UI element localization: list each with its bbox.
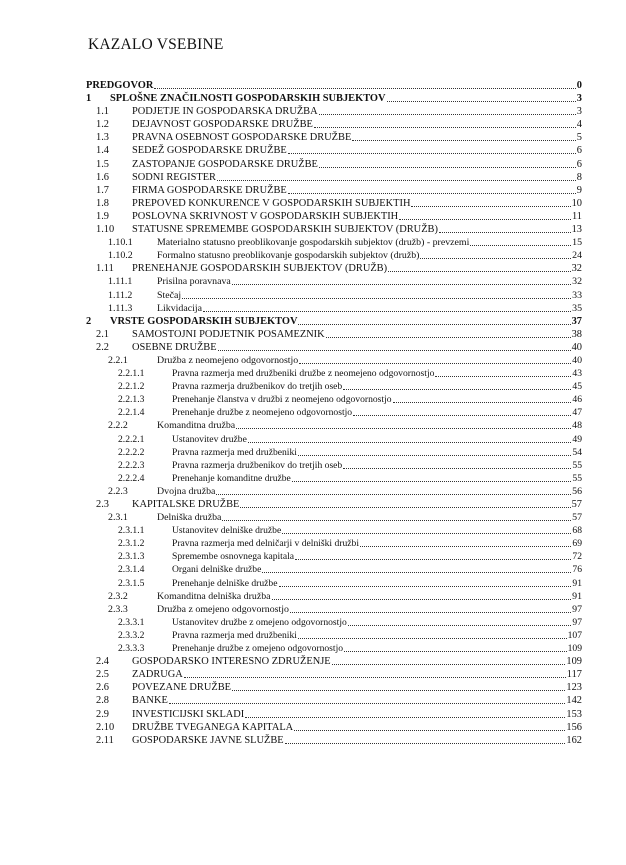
toc-entry-page: 57 [572,512,582,524]
toc-entry-page: 162 [566,734,582,746]
toc-entry[interactable] [86,459,582,472]
toc-entry-page: 107 [567,629,582,641]
toc-entry-title: BANKE [132,695,168,707]
toc-entry-number: 1.10.1 [108,237,133,249]
toc-entry[interactable] [86,105,582,118]
toc-entry-number: 2.8 [96,695,109,707]
toc-entry[interactable] [86,472,582,485]
toc-entry-page: 6 [576,145,582,157]
toc-entry-title: Ustanovitev družbe z omejeno odgovornostjo [172,616,347,628]
toc-entry-page: 56 [572,485,582,497]
toc-entry-page: 4 [576,119,582,131]
toc-dot-leader [360,546,571,547]
toc-entry-page: 10 [571,197,582,209]
toc-entry-number: 2.3.1.1 [118,525,145,537]
toc-entry[interactable] [86,131,582,144]
toc-entry-number: 2.2.2.4 [118,472,145,484]
toc-entry[interactable] [86,694,582,707]
toc-dot-leader [245,717,565,718]
toc-entry-page: 0 [576,80,582,91]
toc-entry-title: Ustanovitev delniške družbe [172,525,282,537]
toc-entry-number: 2.9 [96,708,109,720]
toc-entry-number: 2.3.3.1 [118,616,145,628]
toc-entry-title: Komanditna delniška družba [157,590,271,602]
toc-entry[interactable] [86,563,582,576]
toc-entry-title: STATUSNE SPREMEMBE GOSPODARSKIH SUBJEKTOV (DRUŽB) [132,224,438,236]
toc-entry-page: 37 [571,315,582,327]
toc-entry[interactable] [86,511,582,524]
toc-entry-number: 2.3.1.4 [118,564,145,576]
toc-entry-number: 1.4 [96,145,109,157]
toc-entry[interactable] [86,681,582,694]
toc-entry-number: 2.2.2 [108,420,128,432]
toc-entry[interactable] [86,275,582,288]
toc-entry[interactable] [86,629,582,642]
toc-entry-title: POSLOVNA SKRIVNOST V GOSPODARSKIH SUBJEKTIH [132,210,399,222]
toc-entry-title: Prenehanje družbe z neomejeno odgovornostjo [172,407,353,419]
toc-entry-number: 2.3.3.2 [118,629,145,641]
toc-entry-title: FIRMA GOSPODARSKE DRUŽBE [132,184,287,196]
toc-entry-page: 38 [571,328,582,340]
toc-entry-number: 2.4 [96,656,109,668]
toc-dot-leader [282,533,571,534]
toc-entry[interactable] [86,144,582,157]
toc-entry-title: PREDGOVOR [86,80,154,91]
toc-entry[interactable] [86,655,582,668]
toc-entry[interactable] [86,498,582,511]
toc-entry-title: Pravna razmerja družbenikov do tretjih oseb [172,381,343,393]
toc-entry-number: 2.2.1.3 [118,394,145,406]
toc-entry[interactable] [86,118,582,131]
toc-dot-leader [154,88,575,89]
toc-entry-number: 1.11 [96,263,114,275]
toc-entry[interactable] [86,537,582,550]
toc-entry[interactable] [86,249,582,262]
toc-entry-title: Likvidacija [157,302,202,314]
toc-entry-page: 47 [572,407,582,419]
toc-dot-leader [420,258,571,259]
toc-entry-title: Spremembe osnovnega kapitala [172,551,295,563]
toc-entry-page: 55 [572,472,582,484]
toc-entry-page: 72 [572,551,582,563]
toc-entry-page: 76 [572,564,582,576]
toc-entry[interactable] [86,603,582,616]
toc-entry-title: GOSPODARSKO INTERESNO ZDRUŽENJE [132,656,331,668]
toc-entry-page: 32 [572,276,582,288]
toc-entry-number: 1.5 [96,158,109,170]
toc-entry[interactable] [86,406,582,419]
toc-dot-leader [314,127,576,128]
toc-entry-title: OSEBNE DRUŽBE [132,341,217,353]
toc-entry-number: 2.2.2.3 [118,459,145,471]
toc-entry-title: DEJAVNOST GOSPODARSKE DRUŽBE [132,119,313,131]
toc-entry[interactable] [86,721,582,734]
toc-entry-page: 3 [576,93,582,105]
toc-entry-page: 156 [566,721,582,733]
toc-dot-leader [169,703,566,704]
toc-entry[interactable] [86,341,582,354]
toc-dot-leader [236,428,571,429]
toc-dot-leader [222,520,571,521]
toc-dot-leader [262,572,571,573]
toc-entry[interactable] [86,223,582,236]
toc-entry-page: 54 [572,446,582,458]
toc-entry[interactable] [86,433,582,446]
toc-dot-leader [288,153,576,154]
toc-entry-title: SAMOSTOJNI PODJETNIK POSAMEZNIK [132,328,325,340]
toc-entry-page: 69 [572,538,582,550]
toc-dot-leader [216,494,571,495]
toc-entry-page: 91 [572,577,582,589]
toc-entry-number: 2.2.1 [108,354,128,366]
toc-entry-number: 1.9 [96,210,109,222]
toc-dot-leader [435,376,571,377]
toc-entry[interactable] [86,367,582,380]
toc-entry-number: 1.8 [96,197,109,209]
toc-entry-page: 43 [572,368,582,380]
toc-dot-leader [344,651,567,652]
toc-entry-page: 5 [576,132,582,144]
toc-entry-page: 40 [571,341,582,353]
table-of-contents [86,79,582,747]
toc-dot-leader [272,599,572,600]
toc-entry-title: ZADRUGA [132,669,183,681]
toc-entry-page: 48 [572,420,582,432]
toc-dot-leader [319,167,576,168]
toc-entry-title: Prenehanje družbe z omejeno odgovornostjo [172,643,344,655]
toc-entry[interactable] [86,734,582,747]
toc-entry[interactable] [86,380,582,393]
toc-entry-page: 46 [572,394,582,406]
toc-entry-page: 97 [572,603,582,615]
toc-dot-leader [298,455,571,456]
toc-entry-page: 11 [571,210,582,222]
toc-dot-leader [352,140,575,141]
toc-entry-number: 1.11.2 [108,289,133,301]
toc-entry-title: Družba z neomejeno odgovornostjo [157,354,299,366]
toc-dot-leader [279,586,572,587]
toc-entry-number: 1.11.3 [108,302,133,314]
toc-entry-number: 2.1 [96,328,109,340]
toc-entry-title: Pravna razmerja med družbeniki družbe z neomejeno odgovornostjo [172,368,435,380]
toc-heading: KAZALO VSEBINE [88,36,224,53]
toc-entry-page: 109 [566,656,582,668]
toc-entry-number: 2.3.1.2 [118,538,145,550]
toc-entry-page: 3 [576,106,582,118]
toc-entry-title: Delniška družba [157,512,222,524]
toc-dot-leader [240,507,570,508]
toc-entry[interactable] [86,302,582,315]
toc-entry-page: 68 [572,525,582,537]
toc-entry-number: 2.2.2.2 [118,446,145,458]
toc-entry-number: 2.3.1.3 [118,551,145,563]
toc-entry-number: 2.10 [96,721,115,733]
toc-entry-title: SPLOŠNE ZNAČILNOSTI GOSPODARSKIH SUBJEKTOV [110,93,386,105]
toc-entry-number: 1 [86,93,92,105]
toc-entry[interactable] [86,158,582,171]
toc-entry-page: 8 [576,171,582,183]
toc-entry-title: Materialno statusno preoblikovanje gospodarskih subjektov (družb) - prevzemi [157,237,470,249]
toc-entry-title: PREPOVED KONKURENCE V GOSPODARSKIH SUBJEKTIH [132,197,411,209]
toc-dot-leader [203,311,571,312]
toc-entry-page: 45 [572,381,582,393]
toc-entry-number: 1.1 [96,106,109,118]
toc-dot-leader [348,625,572,626]
toc-entry-page: 153 [566,708,582,720]
toc-entry[interactable] [86,289,582,302]
toc-entry-number: 2.6 [96,682,109,694]
toc-entry-title: Prisilna poravnava [157,276,231,288]
toc-dot-leader [393,402,572,403]
toc-dot-leader [217,180,576,181]
toc-entry-title: Prenehanje komanditne družbe [172,472,291,484]
toc-dot-leader [232,284,571,285]
toc-entry[interactable] [86,616,582,629]
toc-entry-number: 2.2.1.2 [118,381,145,393]
toc-entry-number: 2.5 [96,669,109,681]
toc-dot-leader [184,677,566,678]
toc-entry-number: 2.3.1 [108,512,128,524]
toc-entry-title: Formalno statusno preoblikovanje gospodarskih subjektov (družb) [157,250,420,262]
toc-dot-leader [399,219,571,220]
toc-entry-title: Družba z omejeno odgovornostjo [157,603,289,615]
toc-entry-title: GOSPODARSKE JAVNE SLUŽBE [132,734,284,746]
toc-dot-leader [298,324,570,325]
toc-entry-page: 91 [572,590,582,602]
toc-entry-page: 97 [572,616,582,628]
toc-dot-leader [248,442,572,443]
toc-entry-number: 2.2.2.1 [118,433,145,445]
toc-entry-number: 2.2 [96,341,109,353]
toc-entry-number: 1.7 [96,184,109,196]
toc-entry-number: 1.11.1 [108,276,133,288]
toc-entry[interactable] [86,236,582,249]
toc-entry-title: Pravna razmerja družbenikov do tretjih oseb [172,459,343,471]
toc-entry-number: 2.2.3 [108,485,128,497]
toc-dot-leader [388,271,571,272]
toc-entry-page: 9 [576,184,582,196]
toc-entry-title: VRSTE GOSPODARSKIH SUBJEKTOV [110,315,298,327]
toc-dot-leader [411,206,570,207]
toc-dot-leader [470,245,571,246]
toc-entry-page: 57 [571,499,582,510]
toc-dot-leader [343,389,571,390]
toc-entry-number: 1.2 [96,119,109,131]
toc-entry[interactable] [86,668,582,681]
toc-dot-leader [294,730,565,731]
toc-entry-title: SEDEŽ GOSPODARSKE DRUŽBE [132,145,287,157]
toc-dot-leader [288,193,576,194]
toc-entry-title: Komanditna družba [157,420,236,432]
toc-dot-leader [299,363,571,364]
toc-entry[interactable] [86,79,582,92]
toc-entry-number: 2 [86,315,92,327]
toc-dot-leader [295,559,571,560]
toc-dot-leader [319,114,576,115]
toc-entry-page: 117 [566,669,582,681]
toc-entry[interactable] [86,328,582,341]
toc-entry-page: 142 [566,695,582,707]
toc-entry[interactable] [86,92,582,105]
toc-dot-leader [353,415,571,416]
toc-entry-number: 2.3.3.3 [118,643,145,655]
toc-entry[interactable] [86,590,582,603]
toc-entry-page: 109 [567,643,582,655]
toc-dot-leader [332,664,566,665]
toc-entry-number: 2.11 [96,734,114,746]
toc-entry[interactable] [86,315,582,328]
toc-dot-leader [232,690,565,691]
toc-dot-leader [218,350,571,351]
toc-entry-title: DRUŽBE TVEGANEGA KAPITALA [132,721,294,733]
toc-entry[interactable] [86,197,582,210]
toc-entry[interactable] [86,171,582,184]
toc-entry-number: 1.10 [96,224,115,236]
toc-entry-number: 2.2.1.1 [118,368,145,380]
toc-entry-title: Pravna razmerja med družbeniki [172,446,297,458]
toc-entry-title: INVESTICIJSKI SKLADI [132,708,245,720]
toc-entry-title: KAPITALSKE DRUŽBE [132,499,240,510]
toc-entry[interactable] [86,354,582,367]
toc-entry[interactable] [86,446,582,459]
toc-dot-leader [326,337,571,338]
toc-entry-title: Prenehanje članstva v družbi z neomejeno odgovornostjo [172,394,392,406]
toc-dot-leader [439,232,571,233]
toc-entry[interactable] [86,642,582,655]
toc-entry-title: PRENEHANJE GOSPODARSKIH SUBJEKTOV (DRUŽB) [132,263,388,275]
toc-entry-number: 2.3.3 [108,603,128,615]
toc-entry-number: 1.6 [96,171,109,183]
toc-entry-page: 55 [572,459,582,471]
toc-entry-number: 2.2.1.4 [118,407,145,419]
toc-dot-leader [387,101,576,102]
toc-entry[interactable] [86,524,582,537]
toc-entry-title: Prenehanje delniške družbe [172,577,278,589]
toc-entry-number: 2.3.1.5 [118,577,145,589]
toc-entry-number: 1.10.2 [108,250,133,262]
toc-entry-title: Ustanovitev družbe [172,433,247,445]
toc-entry[interactable] [86,577,582,590]
toc-entry-page: 15 [572,237,582,249]
toc-entry[interactable] [86,210,582,223]
toc-entry[interactable] [86,708,582,721]
toc-entry-title: Pravna razmerja med družbeniki [172,629,297,641]
toc-entry-title: POVEZANE DRUŽBE [132,682,231,694]
toc-entry[interactable] [86,393,582,406]
toc-entry-page: 40 [572,354,582,366]
toc-entry-title: PRAVNA OSEBNOST GOSPODARSKE DRUŽBE [132,132,352,144]
toc-entry[interactable] [86,184,582,197]
toc-entry-title: Stečaj [157,289,182,301]
toc-entry-title: SODNI REGISTER [132,171,216,183]
toc-entry-page: 49 [572,433,582,445]
toc-entry-page: 33 [572,289,582,301]
toc-entry[interactable] [86,262,582,275]
toc-entry[interactable] [86,419,582,432]
toc-dot-leader [285,743,566,744]
toc-entry-page: 35 [572,302,582,314]
toc-entry-number: 1.3 [96,132,109,144]
toc-entry-page: 123 [566,682,582,694]
toc-entry-title: PODJETJE IN GOSPODARSKA DRUŽBA [132,106,318,118]
toc-entry-title: Organi delniške družbe [172,564,262,576]
toc-entry-page: 32 [571,263,582,275]
toc-entry-title: Pravna razmerja med delničarji v delniški družbi [172,538,360,550]
toc-entry-number: 2.3.2 [108,590,128,602]
toc-entry[interactable] [86,485,582,498]
toc-entry-title: ZASTOPANJE GOSPODARSKE DRUŽBE [132,158,318,170]
toc-dot-leader [298,638,567,639]
toc-dot-leader [182,298,571,299]
toc-entry-page: 13 [571,224,582,236]
toc-entry-number: 2.3 [96,499,109,510]
toc-dot-leader [292,481,572,482]
toc-entry-page: 6 [576,158,582,170]
toc-dot-leader [343,468,571,469]
toc-entry-title: Dvojna družba [157,485,216,497]
toc-dot-leader [290,612,571,613]
toc-entry[interactable] [86,550,582,563]
toc-entry-page: 24 [572,250,582,262]
